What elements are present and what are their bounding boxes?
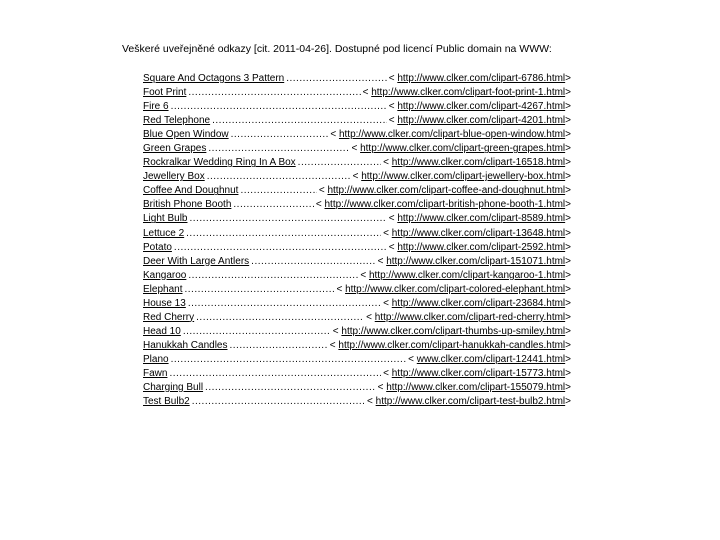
clipart-url[interactable]: < http://www.clker.com/clipart-jewellery-box.html> bbox=[352, 171, 571, 183]
clipart-url-link[interactable]: http://www.clker.com/clipart-blue-open-window.html bbox=[338, 129, 566, 141]
list-item bbox=[143, 156, 571, 170]
clipart-url[interactable]: < http://www.clker.com/clipart-british-phone-booth-1.html> bbox=[315, 199, 571, 211]
clipart-name-link[interactable]: Fire 6 bbox=[143, 101, 169, 113]
dot-leader bbox=[192, 395, 365, 409]
dot-leader bbox=[231, 128, 329, 142]
dot-leader bbox=[186, 227, 381, 241]
clipart-url[interactable]: < http://www.clker.com/clipart-test-bulb2.html> bbox=[367, 396, 571, 408]
clipart-url-link[interactable]: http://www.clker.com/clipart-2592.html bbox=[397, 241, 566, 253]
clipart-url[interactable]: < http://www.clker.com/clipart-blue-open-window.html> bbox=[330, 129, 571, 141]
clipart-url-link[interactable]: www.clker.com/clipart-12441.html bbox=[416, 353, 566, 365]
clipart-url[interactable]: < http://www.clker.com/clipart-155079.html> bbox=[377, 382, 571, 394]
dot-leader bbox=[212, 114, 387, 128]
list-item bbox=[143, 255, 571, 269]
clipart-name-link[interactable]: Foot Print bbox=[143, 87, 187, 99]
dot-leader bbox=[184, 283, 334, 297]
clipart-name-link[interactable]: Jewellery Box bbox=[143, 171, 205, 183]
clipart-url[interactable]: < http://www.clker.com/clipart-6786.html> bbox=[388, 73, 571, 84]
clipart-url-link[interactable]: http://www.clker.com/clipart-155079.html bbox=[386, 382, 566, 394]
clipart-name-link[interactable]: Light Bulb bbox=[143, 213, 188, 225]
clipart-url-link[interactable]: http://www.clker.com/clipart-british-phone-booth-1.html bbox=[324, 199, 566, 211]
clipart-url-link[interactable]: http://www.clker.com/clipart-red-cherry.html bbox=[374, 311, 566, 323]
clipart-url[interactable]: < http://www.clker.com/clipart-green-grapes.html> bbox=[351, 143, 571, 155]
clipart-url[interactable]: < http://www.clker.com/clipart-hanukkah-candles.html> bbox=[329, 339, 571, 351]
clipart-name-link[interactable]: Square And Octagons 3 Pattern bbox=[143, 73, 285, 84]
clipart-name-link[interactable]: Rockralkar Wedding Ring In A Box bbox=[143, 157, 296, 169]
dot-leader bbox=[230, 339, 328, 353]
dot-leader bbox=[298, 156, 381, 170]
clipart-name-link[interactable]: Red Cherry bbox=[143, 311, 195, 323]
clipart-url[interactable]: < http://www.clker.com/clipart-red-cherry.html> bbox=[366, 311, 571, 323]
clipart-name-link[interactable]: Potato bbox=[143, 241, 172, 253]
dot-leader bbox=[251, 255, 375, 269]
reference-list bbox=[143, 72, 571, 409]
clipart-url[interactable]: < http://www.clker.com/clipart-13648.html> bbox=[383, 227, 571, 239]
dot-leader bbox=[205, 381, 376, 395]
clipart-name-link[interactable]: House 13 bbox=[143, 297, 186, 309]
dot-leader bbox=[169, 367, 381, 381]
clipart-url-link[interactable]: http://www.clker.com/clipart-4267.html bbox=[397, 101, 566, 113]
list-item bbox=[143, 311, 571, 325]
clipart-name-link[interactable]: Coffee And Doughnut bbox=[143, 185, 239, 197]
dot-leader bbox=[188, 86, 360, 100]
clipart-name-link[interactable]: Lettuce 2 bbox=[143, 227, 185, 239]
dot-leader bbox=[196, 311, 364, 325]
clipart-url-link[interactable]: http://www.clker.com/clipart-8589.html bbox=[397, 213, 566, 225]
clipart-url[interactable]: < http://www.clker.com/clipart-23684.html> bbox=[383, 297, 571, 309]
clipart-name-link[interactable]: Elephant bbox=[143, 283, 183, 295]
list-item bbox=[143, 325, 571, 339]
list-item bbox=[143, 339, 571, 353]
clipart-url[interactable]: < http://www.clker.com/clipart-thumbs-up-smiley.html> bbox=[332, 325, 571, 337]
dot-leader bbox=[286, 72, 386, 86]
clipart-url[interactable]: < http://www.clker.com/clipart-8589.html> bbox=[388, 213, 571, 225]
clipart-url-link[interactable]: http://www.clker.com/clipart-15773.html bbox=[391, 367, 566, 379]
dot-leader bbox=[208, 142, 349, 156]
list-item bbox=[143, 114, 571, 128]
clipart-name-link[interactable]: Deer With Large Antlers bbox=[143, 255, 250, 267]
clipart-url[interactable]: < http://www.clker.com/clipart-coffee-and-doughnut.html> bbox=[318, 185, 571, 197]
dot-leader bbox=[183, 325, 331, 339]
clipart-name-link[interactable]: Red Telephone bbox=[143, 115, 211, 127]
clipart-name-link[interactable]: Blue Open Window bbox=[143, 129, 229, 141]
dot-leader bbox=[240, 184, 316, 198]
page-heading: Veškeré uveřejněné odkazy [cit. 2011-04-26]. Dostupné pod licencí Public domain na WWW: bbox=[122, 43, 552, 55]
clipart-url-link[interactable]: http://www.clker.com/clipart-13648.html bbox=[391, 227, 566, 239]
clipart-url[interactable]: < http://www.clker.com/clipart-foot-print-1.html> bbox=[362, 87, 571, 99]
list-item bbox=[143, 227, 571, 241]
clipart-url-link[interactable]: http://www.clker.com/clipart-colored-elephant.html bbox=[345, 283, 566, 295]
clipart-name-link[interactable]: Green Grapes bbox=[143, 143, 207, 155]
clipart-url-link[interactable]: http://www.clker.com/clipart-foot-print-1.html bbox=[371, 87, 566, 99]
clipart-url-link[interactable]: http://www.clker.com/clipart-23684.html bbox=[391, 297, 566, 309]
dot-leader bbox=[188, 297, 381, 311]
list-item bbox=[143, 184, 571, 198]
dot-leader bbox=[189, 212, 386, 226]
clipart-url[interactable]: < http://www.clker.com/clipart-2592.html> bbox=[388, 241, 571, 253]
clipart-url-link[interactable]: http://www.clker.com/clipart-test-bulb2.html bbox=[375, 396, 566, 408]
list-item bbox=[143, 86, 571, 100]
clipart-name-link[interactable]: Kangaroo bbox=[143, 269, 187, 281]
list-item bbox=[143, 353, 571, 367]
dot-leader bbox=[207, 170, 351, 184]
clipart-url[interactable]: < http://www.clker.com/clipart-4201.html> bbox=[388, 115, 571, 127]
dot-leader bbox=[171, 100, 387, 114]
clipart-url-link[interactable]: http://www.clker.com/clipart-thumbs-up-smiley.html bbox=[341, 325, 566, 337]
list-item bbox=[143, 367, 571, 381]
list-item bbox=[143, 100, 571, 114]
clipart-url-link[interactable]: http://www.clker.com/clipart-151071.html bbox=[386, 255, 566, 267]
list-item bbox=[143, 212, 571, 226]
list-item bbox=[143, 283, 571, 297]
dot-leader bbox=[174, 241, 387, 255]
list-item bbox=[143, 72, 571, 86]
clipart-url-link[interactable]: http://www.clker.com/clipart-6786.html bbox=[397, 73, 566, 84]
clipart-url-link[interactable]: http://www.clker.com/clipart-hanukkah-candles.html bbox=[338, 339, 566, 351]
clipart-url-link[interactable]: http://www.clker.com/clipart-jewellery-box.html bbox=[361, 171, 566, 183]
clipart-name-link[interactable]: Test Bulb2 bbox=[143, 396, 190, 408]
clipart-name-link[interactable]: Head 10 bbox=[143, 325, 181, 337]
dot-leader bbox=[188, 269, 358, 283]
clipart-name-link[interactable]: Charging Bull bbox=[143, 382, 204, 394]
list-item bbox=[143, 198, 571, 212]
clipart-url[interactable]: < http://www.clker.com/clipart-4267.html> bbox=[388, 101, 571, 113]
list-item bbox=[143, 142, 571, 156]
clipart-name-link[interactable]: British Phone Booth bbox=[143, 199, 232, 211]
clipart-name-link[interactable]: Hanukkah Candles bbox=[143, 339, 228, 351]
clipart-url[interactable]: < http://www.clker.com/clipart-151071.html> bbox=[377, 255, 571, 267]
clipart-url-link[interactable]: http://www.clker.com/clipart-kangaroo-1.html bbox=[368, 269, 566, 281]
clipart-url[interactable]: < http://www.clker.com/clipart-kangaroo-1.html> bbox=[360, 269, 571, 281]
clipart-url-link[interactable]: http://www.clker.com/clipart-16518.html bbox=[391, 157, 566, 169]
clipart-url-link[interactable]: http://www.clker.com/clipart-green-grapes.html bbox=[360, 143, 566, 155]
list-item bbox=[143, 269, 571, 283]
clipart-url[interactable]: < http://www.clker.com/clipart-16518.html> bbox=[383, 157, 571, 169]
clipart-name-link[interactable]: Fawn bbox=[143, 367, 168, 379]
list-item bbox=[143, 381, 571, 395]
clipart-url[interactable]: < www.clker.com/clipart-12441.html> bbox=[408, 353, 571, 365]
clipart-name-link[interactable]: Plano bbox=[143, 353, 169, 365]
dot-leader bbox=[171, 353, 407, 367]
clipart-url-link[interactable]: http://www.clker.com/clipart-coffee-and-doughnut.html bbox=[327, 185, 566, 197]
dot-leader bbox=[233, 198, 313, 212]
list-item bbox=[143, 297, 571, 311]
clipart-url[interactable]: < http://www.clker.com/clipart-15773.html> bbox=[383, 367, 571, 379]
clipart-url[interactable]: < http://www.clker.com/clipart-colored-elephant.html> bbox=[336, 283, 571, 295]
list-item bbox=[143, 395, 571, 409]
list-item bbox=[143, 241, 571, 255]
list-item bbox=[143, 128, 571, 142]
clipart-url-link[interactable]: http://www.clker.com/clipart-4201.html bbox=[397, 115, 566, 127]
list-item bbox=[143, 170, 571, 184]
